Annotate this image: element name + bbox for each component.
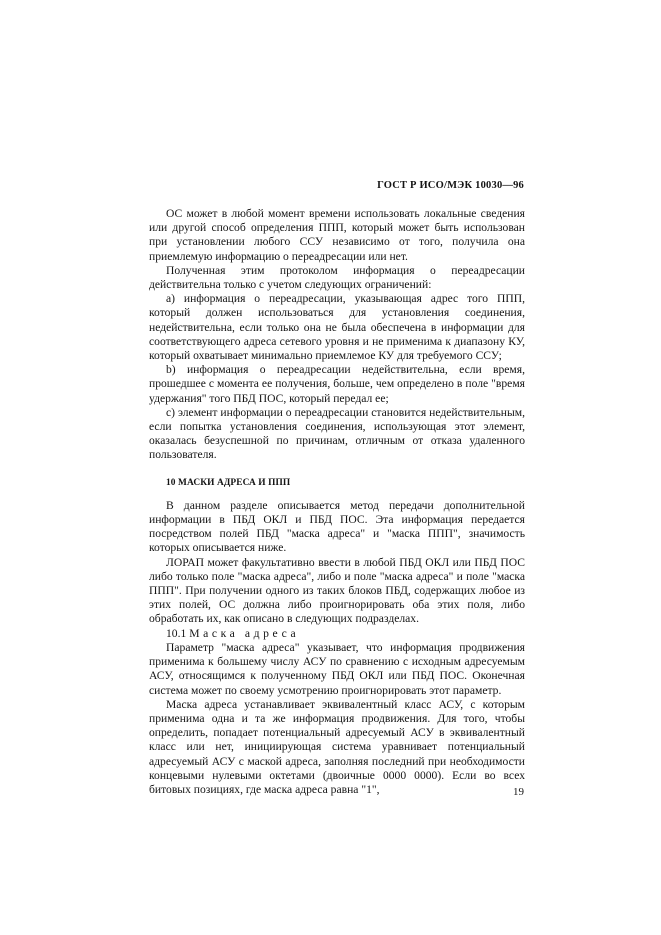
list-item-b: b) информация о переадресации недействительна, если время, прошедшее с момента ее получения, больше, чем определено в поле "время удержания" того ПБД ПОС, который передал ее; — [149, 363, 525, 405]
page-number: 19 — [513, 786, 524, 798]
document-body — [149, 207, 525, 797]
paragraph: Полученная этим протоколом информация о переадресации действительна только с учетом следующих ограничений: — [149, 263, 525, 292]
section-heading: 10 МАСКИ АДРЕСА И ППП — [166, 477, 291, 488]
page-header: ГОСТ Р ИСО/МЭК 10030—96 — [377, 180, 524, 191]
subsection-title: Маска адреса — [189, 626, 300, 640]
paragraph: ЛОРАП может факультативно ввести в любой ПБД ОКЛ или ПБД ПОС либо только поле "маска адреса", либо и поле "маска адреса" и поле "маска ППП". При получении одного из таких блоков ПБД, содержащих любое из этих полей, ОС должна либо проигнорировать оба этих поля, либо обработать их, как описано в следующих подразделах. — [149, 555, 525, 626]
list-item-c: с) элемент информации о переадресации становится недействительным, если попытка установления соединения, использующая этот элемент, оказалась безуспешной по причинам, отличным от отказа удаленного пользователя. — [149, 405, 525, 462]
subsection-number: 10.1 — [166, 626, 187, 640]
paragraph: ОС может в любой момент времени использовать локальные сведения или другой способ определения ППП, который может быть использован при установлении любого ССУ независимо от того, получила она приемлемую информацию о переадресации или нет. — [149, 207, 525, 263]
paragraph: В данном разделе описывается метод передачи дополнительной информации в ПБД ОКЛ и ПБД ПОС. Эта информация передается посредством полей ПБД "маска адреса" и "маска ППП", значимость которых описывается ниже. — [149, 498, 525, 555]
subsection-heading — [149, 627, 525, 641]
list-item-a: а) информация о переадресации, указывающая адрес того ППП, который должен использоваться для установления соединения, недействительна, если только она не была обеспечена в информации для соответствующего адреса сетевого уровня и не применима к диапазону КУ, который охватывает минимально приемлемое КУ для требуемого ССУ; — [149, 292, 525, 363]
paragraph: Маска адреса устанавливает эквивалентный класс АСУ, с которым применима одна и та же информация продвижения. Для того, чтобы определить, попадает потенциальный адресуемый АСУ в эквивалентный класс или нет, инициирующая система уравнивает потенциальный адресуемый АСУ с маской адреса, заполняя последний при необходимости концевыми нулевыми октетами (двоичные 0000 0000). Если во всех битовых позициях, где маска адреса равна "1", — [149, 697, 525, 796]
paragraph: Параметр "маска адреса" указывает, что информация продвижения применима к большему числу АСУ по сравнению с исходным адресуемым АСУ, относящимся к полученному ПБД ОКЛ или ПБД ПОС. Оконечная система может по своему усмотрению проигнорировать этот параметр. — [149, 640, 525, 697]
